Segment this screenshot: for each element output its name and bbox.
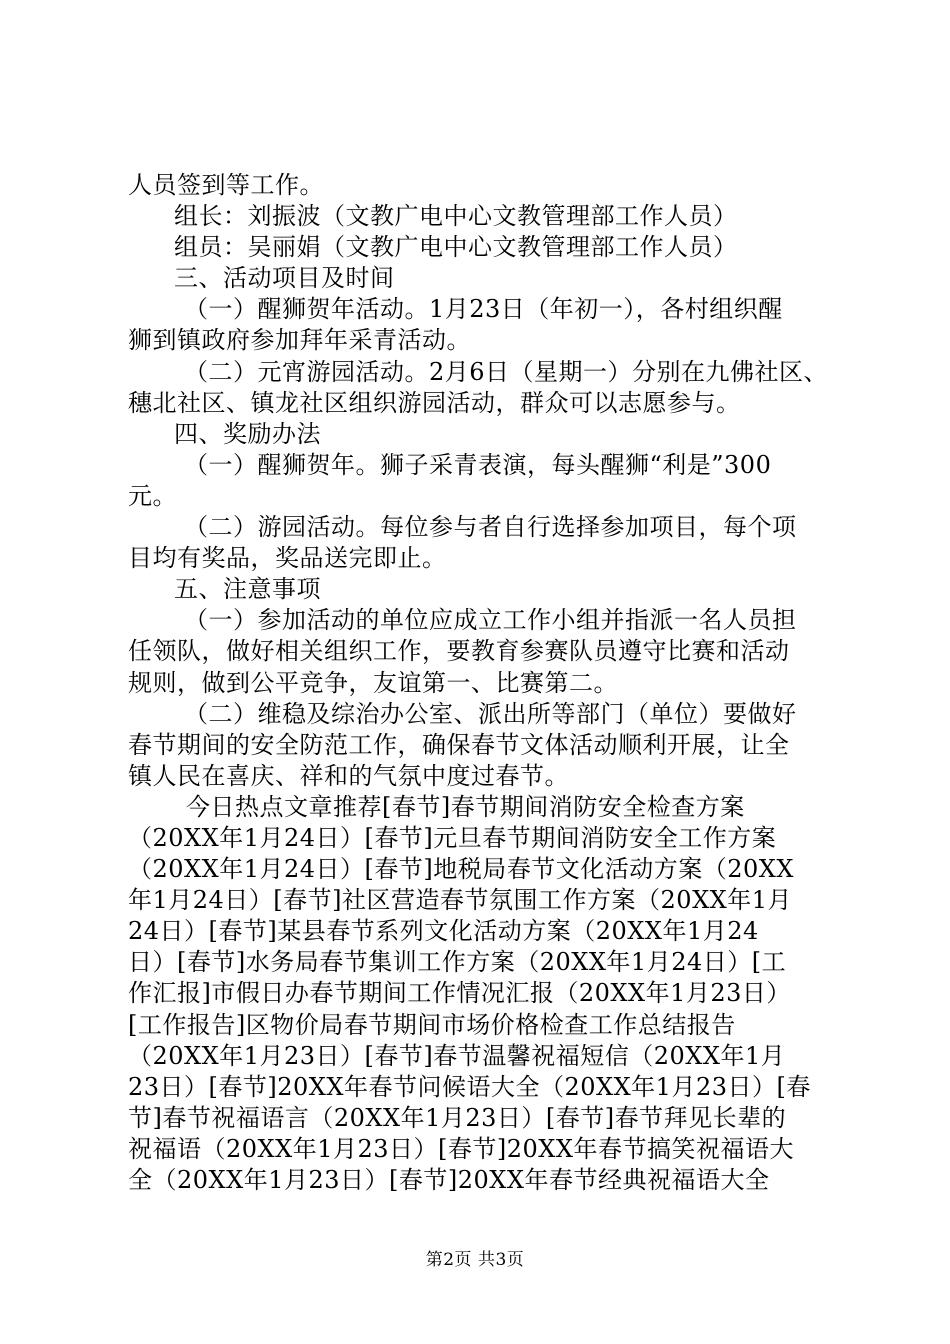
text-line: 24日）[春节]某县春节系列文化活动方案（20XX年1月24: [128, 917, 759, 946]
text-line: 今日热点文章推荐[春节]春节期间消防安全检查方案: [186, 792, 745, 821]
text-line: 组员：吴丽娟（文教广电中心文教管理部工作人员）: [174, 233, 738, 262]
text-line: 节]春节祝福语言（20XX年1月23日）[春节]春节拜见长辈的: [128, 1103, 787, 1132]
text-line: 春节期间的安全防范工作，确保春节文体活动顺利开展，让全: [128, 730, 790, 759]
text-line: （20XX年1月24日）[春节]地税局春节文化活动方案（20XX: [128, 855, 794, 884]
text-line: 人员签到等工作。: [128, 171, 324, 199]
text-line: （一）醒狮贺年。狮子采青表演，每头醒狮“利是”300: [184, 450, 772, 479]
text-line: 任领队，做好相关组织工作，要教育参赛队员遵守比赛和活动: [128, 637, 790, 666]
text-line: 祝福语（20XX年1月23日）[春节]20XX年春节搞笑祝福语大: [128, 1134, 794, 1163]
text-line: 组长：刘振波（文教广电中心文教管理部工作人员）: [174, 202, 738, 231]
text-line: 全（20XX年1月23日）[春节]20XX年春节经典祝福语大全: [128, 1166, 770, 1194]
text-line: 狮到镇政府参加拜年采青活动。: [128, 326, 471, 355]
text-line: 规则，做到公平竞争，友谊第一、比赛第二。: [128, 668, 618, 697]
text-line: 年1月24日）[春节]社区营造春节氛围工作方案（20XX年1月: [128, 886, 793, 915]
text-line: （二）游园活动。每位参与者自行选择参加项目，每个项: [184, 513, 797, 542]
text-line: 四、奖励办法: [174, 419, 321, 448]
text-line: 日）[春节]水务局春节集训工作方案（20XX年1月24日）[工: [128, 948, 787, 977]
text-line: （20XX年1月24日）[春节]元旦春节期间消防安全工作方案: [128, 823, 777, 852]
text-line: 23日）[春节]20XX年春节问候语大全（20XX年1月23日）[春: [128, 1072, 811, 1101]
document-body: [128, 170, 832, 1196]
text-line: 五、注意事项: [174, 575, 321, 604]
text-line: 穗北社区、镇龙社区组织游园活动，群众可以志愿参与。: [128, 388, 741, 417]
text-line: 元。: [128, 481, 177, 510]
text-line: （二）维稳及综治办公室、派出所等部门（单位）要做好: [184, 699, 797, 728]
text-line: （一）参加活动的单位应成立工作小组并指派一名人员担: [184, 606, 797, 635]
page-footer: 第2页 共3页: [425, 1250, 525, 1270]
text-line: [工作报告]区物价局春节期间市场价格检查工作总结报告: [128, 1010, 736, 1039]
text-line: （二）元宵游园活动。2月6日（星期一）分别在九佛社区、: [184, 357, 829, 386]
text-line: 镇人民在喜庆、祥和的气氛中度过春节。: [128, 761, 569, 790]
text-line: 三、活动项目及时间: [174, 264, 395, 293]
text-line: 作汇报]市假日办春节期间工作情况汇报（20XX年1月23日）: [128, 979, 791, 1008]
text-line: 目均有奖品，奖品送完即止。: [128, 544, 447, 573]
text-line: （一）醒狮贺年活动。1月23日（年初一），各村组织醒: [184, 295, 783, 324]
text-line: （20XX年1月23日）[春节]春节温馨祝福短信（20XX年1月: [128, 1041, 786, 1070]
